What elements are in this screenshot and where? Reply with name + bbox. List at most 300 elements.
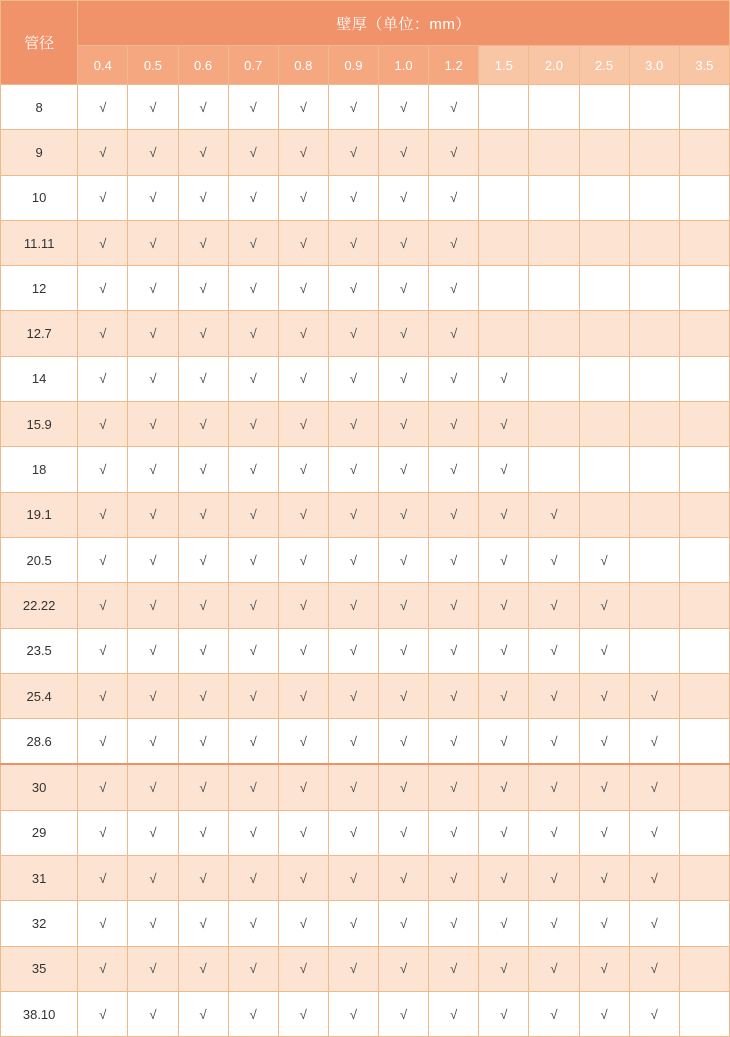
- availability-cell-checked: [629, 991, 679, 1036]
- availability-cell-empty: [679, 492, 729, 537]
- availability-cell-checked: [178, 764, 228, 810]
- availability-cell-checked: [178, 901, 228, 946]
- availability-cell-checked: [278, 85, 328, 130]
- check-icon: √: [550, 643, 558, 659]
- check-icon: √: [199, 1006, 207, 1022]
- check-icon: √: [650, 1006, 658, 1022]
- check-icon: √: [199, 780, 207, 796]
- availability-cell-checked: [328, 447, 378, 492]
- check-icon: √: [199, 416, 207, 432]
- table-row: [1, 719, 730, 765]
- check-icon: √: [299, 825, 307, 841]
- check-icon: √: [99, 416, 107, 432]
- availability-cell-checked: [78, 85, 128, 130]
- availability-cell-checked: [379, 220, 429, 265]
- check-icon: √: [349, 99, 358, 115]
- availability-cell-empty: [629, 402, 679, 447]
- availability-cell-checked: [529, 492, 579, 537]
- check-icon: √: [149, 733, 157, 749]
- availability-cell-checked: [328, 946, 378, 991]
- availability-cell-checked: [128, 991, 178, 1036]
- availability-cell-empty: [579, 85, 629, 130]
- diameter-cell: 22.22: [1, 583, 78, 628]
- check-icon: √: [400, 235, 408, 251]
- check-icon: √: [450, 1006, 458, 1022]
- check-icon: √: [600, 780, 608, 796]
- diameter-cell: 15.9: [1, 402, 78, 447]
- availability-cell-checked: [228, 266, 278, 311]
- check-icon: √: [349, 780, 358, 796]
- check-icon: √: [199, 462, 207, 478]
- availability-cell-checked: [429, 402, 479, 447]
- check-icon: √: [400, 643, 408, 659]
- check-icon: √: [149, 780, 157, 796]
- check-icon: √: [650, 688, 658, 704]
- availability-cell-empty: [629, 130, 679, 175]
- check-icon: √: [349, 416, 358, 432]
- check-icon: √: [400, 870, 408, 886]
- availability-cell-checked: [178, 537, 228, 582]
- availability-cell-checked: [429, 901, 479, 946]
- check-icon: √: [149, 552, 157, 568]
- check-icon: √: [550, 915, 558, 931]
- availability-cell-checked: [629, 719, 679, 765]
- availability-cell-checked: [78, 356, 128, 401]
- check-icon: √: [199, 235, 207, 251]
- availability-cell-checked: [78, 130, 128, 175]
- check-icon: √: [299, 552, 307, 568]
- availability-cell-checked: [429, 266, 479, 311]
- availability-cell-checked: [479, 447, 529, 492]
- check-icon: √: [450, 416, 458, 432]
- availability-cell-checked: [429, 311, 479, 356]
- availability-cell-checked: [479, 537, 529, 582]
- availability-cell-checked: [579, 856, 629, 901]
- check-icon: √: [450, 99, 458, 115]
- availability-cell-checked: [429, 628, 479, 673]
- check-icon: √: [249, 643, 257, 659]
- check-icon: √: [400, 190, 408, 206]
- check-icon: √: [249, 825, 257, 841]
- availability-cell-empty: [629, 85, 679, 130]
- availability-cell-checked: [429, 220, 479, 265]
- availability-cell-checked: [429, 764, 479, 810]
- availability-cell-checked: [328, 175, 378, 220]
- check-icon: √: [199, 326, 207, 342]
- availability-cell-checked: [128, 946, 178, 991]
- availability-cell-checked: [78, 220, 128, 265]
- check-icon: √: [99, 1006, 107, 1022]
- availability-cell-empty: [679, 356, 729, 401]
- availability-cell-checked: [78, 402, 128, 447]
- check-icon: √: [149, 326, 157, 342]
- check-icon: √: [550, 870, 558, 886]
- check-icon: √: [249, 507, 257, 523]
- check-icon: √: [500, 733, 508, 749]
- check-icon: √: [299, 280, 307, 296]
- availability-cell-checked: [78, 266, 128, 311]
- availability-cell-empty: [679, 311, 729, 356]
- availability-cell-checked: [228, 402, 278, 447]
- check-icon: √: [149, 190, 157, 206]
- table-row: [1, 447, 730, 492]
- diameter-cell: 9: [1, 130, 78, 175]
- check-icon: √: [650, 961, 658, 977]
- availability-cell-checked: [78, 946, 128, 991]
- availability-cell-checked: [78, 719, 128, 765]
- table-row: [1, 266, 730, 311]
- availability-cell-empty: [579, 447, 629, 492]
- check-icon: √: [400, 416, 408, 432]
- availability-cell-checked: [128, 810, 178, 855]
- availability-cell-checked: [629, 946, 679, 991]
- availability-cell-empty: [629, 447, 679, 492]
- availability-cell-checked: [429, 175, 479, 220]
- check-icon: √: [600, 733, 608, 749]
- availability-cell-checked: [328, 311, 378, 356]
- check-icon: √: [550, 961, 558, 977]
- availability-cell-checked: [579, 628, 629, 673]
- check-icon: √: [349, 1006, 358, 1022]
- diameter-cell: 10: [1, 175, 78, 220]
- availability-cell-empty: [679, 130, 729, 175]
- availability-cell-checked: [228, 537, 278, 582]
- availability-cell-checked: [278, 402, 328, 447]
- check-icon: √: [400, 597, 408, 613]
- availability-cell-checked: [479, 856, 529, 901]
- availability-cell-empty: [579, 492, 629, 537]
- availability-cell-checked: [228, 130, 278, 175]
- availability-cell-checked: [178, 583, 228, 628]
- availability-cell-checked: [479, 673, 529, 718]
- availability-cell-checked: [228, 991, 278, 1036]
- check-icon: √: [400, 371, 408, 387]
- table-row: [1, 220, 730, 265]
- check-icon: √: [249, 1006, 257, 1022]
- check-icon: √: [149, 825, 157, 841]
- availability-cell-checked: [128, 901, 178, 946]
- check-icon: √: [349, 190, 358, 206]
- check-icon: √: [400, 780, 408, 796]
- check-icon: √: [400, 144, 408, 160]
- availability-cell-checked: [278, 946, 328, 991]
- availability-cell-checked: [429, 130, 479, 175]
- availability-cell-empty: [629, 628, 679, 673]
- availability-cell-checked: [479, 946, 529, 991]
- availability-cell-checked: [178, 673, 228, 718]
- check-icon: √: [450, 462, 458, 478]
- check-icon: √: [400, 462, 408, 478]
- availability-cell-checked: [228, 810, 278, 855]
- availability-cell-checked: [529, 764, 579, 810]
- availability-cell-checked: [278, 537, 328, 582]
- availability-cell-checked: [328, 764, 378, 810]
- availability-cell-checked: [278, 583, 328, 628]
- check-icon: √: [149, 1006, 157, 1022]
- availability-cell-checked: [78, 447, 128, 492]
- availability-cell-empty: [479, 266, 529, 311]
- check-icon: √: [500, 688, 508, 704]
- availability-cell-checked: [379, 901, 429, 946]
- availability-cell-checked: [579, 991, 629, 1036]
- availability-cell-checked: [128, 175, 178, 220]
- availability-cell-empty: [579, 356, 629, 401]
- table-row: [1, 85, 730, 130]
- availability-cell-checked: [178, 85, 228, 130]
- availability-cell-checked: [228, 356, 278, 401]
- check-icon: √: [349, 733, 358, 749]
- check-icon: √: [650, 780, 658, 796]
- check-icon: √: [99, 462, 107, 478]
- availability-cell-checked: [278, 175, 328, 220]
- diameter-cell: 19.1: [1, 492, 78, 537]
- check-icon: √: [199, 280, 207, 296]
- check-icon: √: [199, 825, 207, 841]
- availability-cell-checked: [178, 856, 228, 901]
- check-icon: √: [600, 915, 608, 931]
- check-icon: √: [249, 416, 257, 432]
- availability-cell-checked: [278, 266, 328, 311]
- check-icon: √: [400, 326, 408, 342]
- availability-cell-checked: [228, 583, 278, 628]
- availability-cell-empty: [529, 266, 579, 311]
- check-icon: √: [99, 688, 107, 704]
- check-icon: √: [199, 961, 207, 977]
- check-icon: √: [299, 144, 307, 160]
- check-icon: √: [400, 961, 408, 977]
- availability-cell-checked: [128, 492, 178, 537]
- check-icon: √: [400, 733, 408, 749]
- diameter-cell: 31: [1, 856, 78, 901]
- thickness-col-header: 1.5: [479, 46, 529, 85]
- availability-cell-checked: [479, 719, 529, 765]
- availability-cell-checked: [278, 764, 328, 810]
- header-thickness: 壁厚（单位：mm）: [78, 1, 730, 46]
- availability-cell-checked: [529, 856, 579, 901]
- check-icon: √: [450, 733, 458, 749]
- availability-cell-empty: [679, 220, 729, 265]
- availability-cell-empty: [479, 220, 529, 265]
- availability-cell-checked: [228, 901, 278, 946]
- diameter-cell: 29: [1, 810, 78, 855]
- check-icon: √: [349, 552, 358, 568]
- availability-cell-checked: [429, 583, 479, 628]
- thickness-col-header: 0.4: [78, 46, 128, 85]
- availability-cell-empty: [679, 991, 729, 1036]
- diameter-cell: 14: [1, 356, 78, 401]
- availability-cell-empty: [529, 402, 579, 447]
- availability-cell-checked: [379, 583, 429, 628]
- availability-cell-checked: [529, 719, 579, 765]
- check-icon: √: [600, 552, 608, 568]
- availability-cell-checked: [479, 991, 529, 1036]
- diameter-cell: 35: [1, 946, 78, 991]
- check-icon: √: [99, 915, 107, 931]
- thickness-col-header: 1.2: [429, 46, 479, 85]
- thickness-col-header: 3.0: [629, 46, 679, 85]
- availability-cell-checked: [128, 266, 178, 311]
- check-icon: √: [349, 915, 358, 931]
- check-icon: √: [249, 190, 257, 206]
- check-icon: √: [249, 99, 257, 115]
- availability-cell-checked: [429, 991, 479, 1036]
- check-icon: √: [550, 1006, 558, 1022]
- availability-cell-checked: [379, 628, 429, 673]
- availability-cell-checked: [328, 810, 378, 855]
- check-icon: √: [299, 915, 307, 931]
- check-icon: √: [199, 552, 207, 568]
- availability-cell-checked: [479, 402, 529, 447]
- availability-cell-checked: [328, 130, 378, 175]
- availability-cell-empty: [679, 628, 729, 673]
- check-icon: √: [450, 825, 458, 841]
- table-row: [1, 130, 730, 175]
- check-icon: √: [199, 870, 207, 886]
- availability-cell-empty: [679, 764, 729, 810]
- availability-cell-checked: [128, 85, 178, 130]
- availability-cell-checked: [178, 946, 228, 991]
- check-icon: √: [99, 371, 107, 387]
- availability-cell-checked: [178, 402, 228, 447]
- check-icon: √: [299, 462, 307, 478]
- availability-cell-checked: [529, 673, 579, 718]
- availability-cell-checked: [379, 946, 429, 991]
- check-icon: √: [99, 99, 107, 115]
- check-icon: √: [550, 688, 558, 704]
- check-icon: √: [500, 915, 508, 931]
- availability-cell-checked: [78, 764, 128, 810]
- diameter-cell: 28.6: [1, 719, 78, 765]
- check-icon: √: [299, 961, 307, 977]
- availability-cell-checked: [379, 266, 429, 311]
- availability-cell-checked: [128, 673, 178, 718]
- table-row: [1, 946, 730, 991]
- availability-cell-checked: [78, 583, 128, 628]
- check-icon: √: [99, 190, 107, 206]
- check-icon: √: [550, 780, 558, 796]
- availability-cell-checked: [278, 311, 328, 356]
- check-icon: √: [99, 870, 107, 886]
- check-icon: √: [450, 280, 458, 296]
- availability-cell-checked: [429, 356, 479, 401]
- check-icon: √: [99, 961, 107, 977]
- check-icon: √: [249, 688, 257, 704]
- availability-cell-checked: [78, 628, 128, 673]
- availability-cell-checked: [128, 583, 178, 628]
- availability-cell-empty: [579, 311, 629, 356]
- check-icon: √: [600, 1006, 608, 1022]
- availability-cell-checked: [228, 492, 278, 537]
- check-icon: √: [99, 144, 107, 160]
- availability-cell-empty: [679, 402, 729, 447]
- availability-cell-checked: [429, 447, 479, 492]
- check-icon: √: [500, 1006, 508, 1022]
- availability-cell-checked: [429, 810, 479, 855]
- availability-cell-checked: [128, 311, 178, 356]
- availability-cell-checked: [379, 402, 429, 447]
- table-row: [1, 402, 730, 447]
- check-icon: √: [299, 99, 307, 115]
- availability-cell-checked: [178, 175, 228, 220]
- check-icon: √: [450, 961, 458, 977]
- availability-cell-checked: [228, 175, 278, 220]
- availability-cell-empty: [529, 175, 579, 220]
- check-icon: √: [349, 326, 358, 342]
- check-icon: √: [450, 780, 458, 796]
- availability-cell-checked: [379, 175, 429, 220]
- diameter-cell: 11.11: [1, 220, 78, 265]
- availability-cell-checked: [178, 628, 228, 673]
- check-icon: √: [349, 144, 358, 160]
- diameter-cell: 30: [1, 764, 78, 810]
- availability-cell-empty: [579, 175, 629, 220]
- availability-cell-checked: [629, 856, 679, 901]
- check-icon: √: [249, 870, 257, 886]
- availability-cell-checked: [228, 447, 278, 492]
- availability-cell-empty: [579, 130, 629, 175]
- availability-cell-checked: [579, 946, 629, 991]
- check-icon: √: [199, 915, 207, 931]
- thickness-col-header: 0.5: [128, 46, 178, 85]
- availability-cell-checked: [328, 85, 378, 130]
- availability-cell-empty: [529, 356, 579, 401]
- check-icon: √: [500, 416, 508, 432]
- availability-cell-checked: [178, 447, 228, 492]
- availability-cell-checked: [429, 492, 479, 537]
- availability-cell-checked: [479, 628, 529, 673]
- availability-cell-checked: [579, 673, 629, 718]
- availability-cell-checked: [78, 492, 128, 537]
- check-icon: √: [450, 552, 458, 568]
- availability-cell-checked: [78, 175, 128, 220]
- check-icon: √: [500, 870, 508, 886]
- availability-cell-checked: [379, 856, 429, 901]
- availability-cell-empty: [679, 856, 729, 901]
- availability-cell-checked: [579, 810, 629, 855]
- availability-cell-checked: [128, 220, 178, 265]
- check-icon: √: [349, 643, 358, 659]
- check-icon: √: [249, 462, 257, 478]
- availability-cell-checked: [228, 946, 278, 991]
- availability-cell-empty: [679, 719, 729, 765]
- availability-cell-checked: [178, 810, 228, 855]
- diameter-cell: 8: [1, 85, 78, 130]
- availability-cell-checked: [178, 356, 228, 401]
- availability-cell-checked: [78, 991, 128, 1036]
- check-icon: √: [650, 733, 658, 749]
- check-icon: √: [349, 507, 358, 523]
- availability-cell-empty: [629, 266, 679, 311]
- check-icon: √: [99, 235, 107, 251]
- check-icon: √: [450, 688, 458, 704]
- availability-cell-checked: [579, 901, 629, 946]
- availability-cell-empty: [579, 402, 629, 447]
- check-icon: √: [149, 144, 157, 160]
- availability-cell-checked: [328, 492, 378, 537]
- check-icon: √: [99, 507, 107, 523]
- check-icon: √: [400, 1006, 408, 1022]
- availability-cell-checked: [228, 856, 278, 901]
- check-icon: √: [450, 235, 458, 251]
- check-icon: √: [600, 870, 608, 886]
- table-header: [1, 1, 730, 85]
- availability-cell-checked: [78, 901, 128, 946]
- check-icon: √: [450, 915, 458, 931]
- availability-cell-empty: [479, 311, 529, 356]
- availability-cell-empty: [679, 447, 729, 492]
- check-icon: √: [450, 326, 458, 342]
- availability-cell-empty: [679, 266, 729, 311]
